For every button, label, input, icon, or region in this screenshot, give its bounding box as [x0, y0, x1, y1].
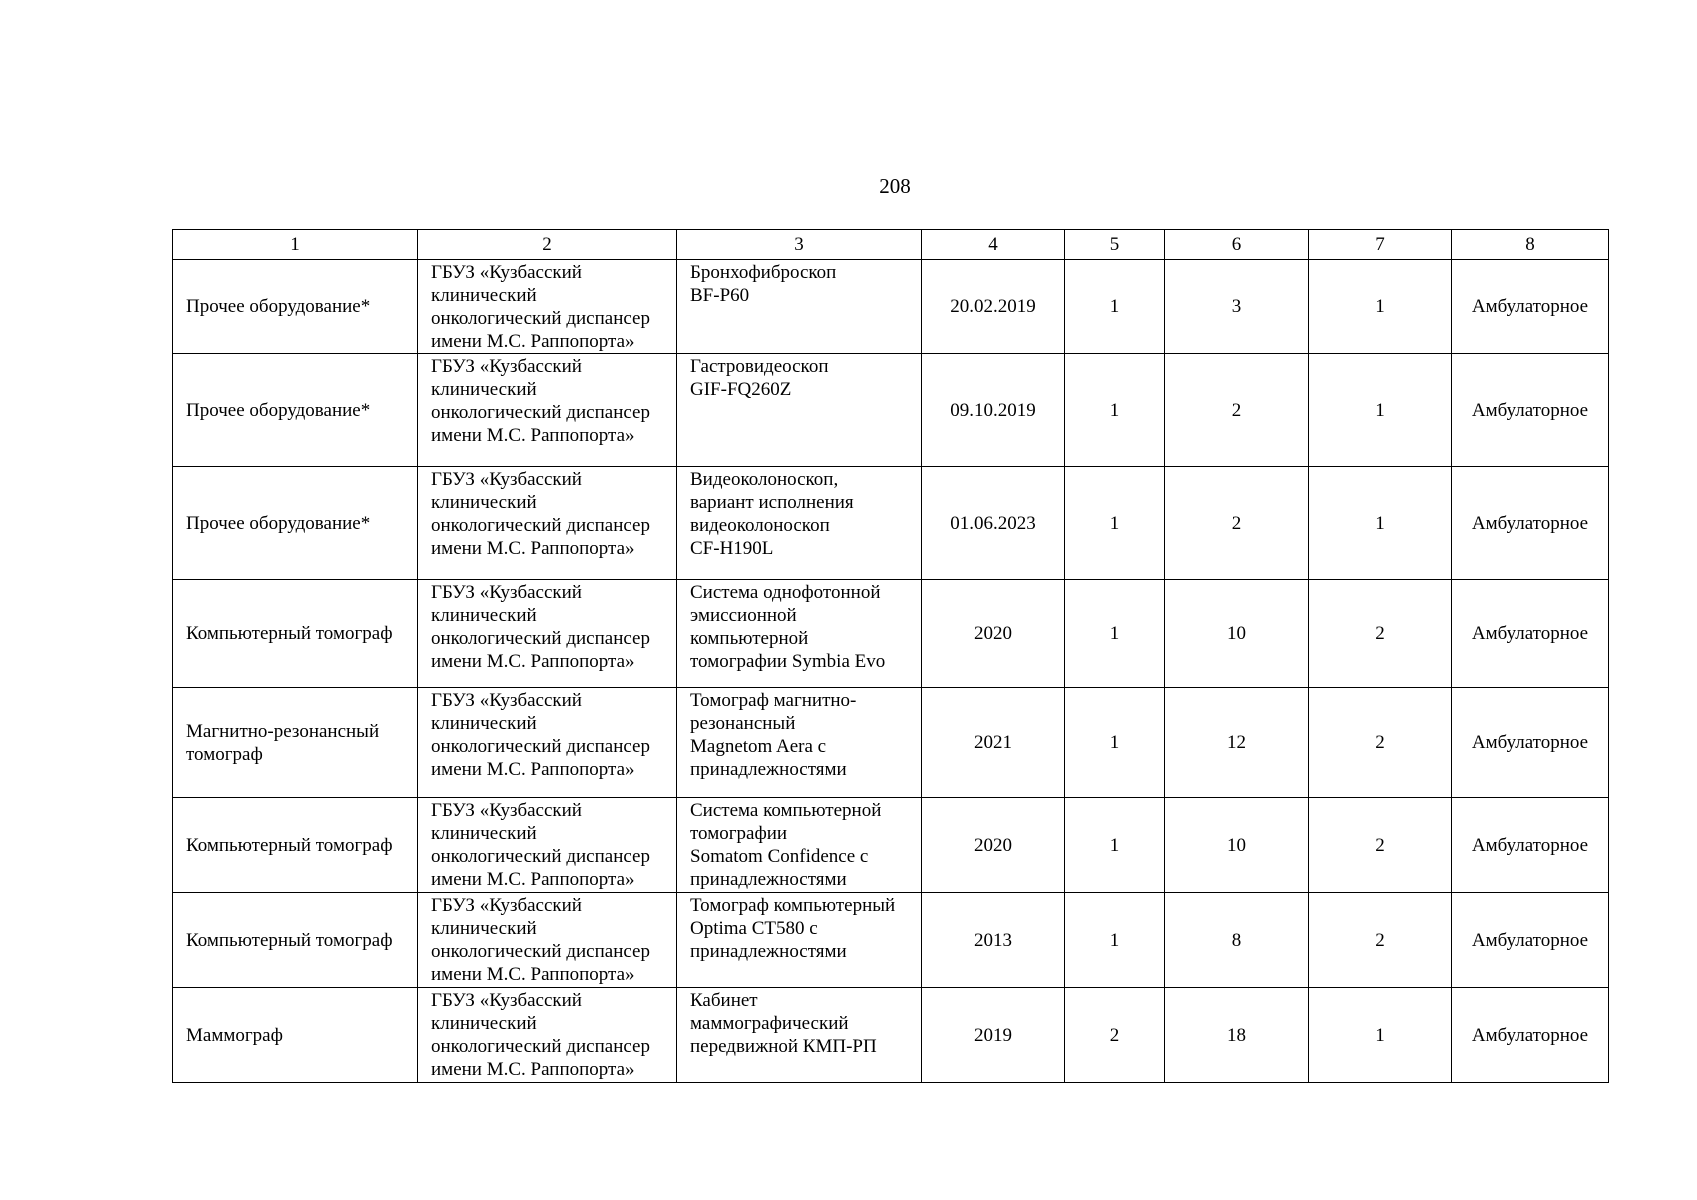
organization-cell-line: имени М.С. Раппопорта»: [431, 869, 635, 890]
device-model-cell-line: принадлежностями: [690, 759, 847, 780]
table-row: [173, 260, 1609, 354]
equipment-type-cell: Прочее оборудование*: [173, 354, 418, 467]
device-model-cell-line: эмиссионной: [690, 605, 797, 626]
device-model-cell-line: томографии: [690, 823, 788, 844]
column-number: 2: [418, 230, 677, 260]
device-model-cell-line: принадлежностями: [690, 869, 847, 890]
device-model-cell: [677, 688, 922, 798]
table-row: [173, 798, 1609, 893]
device-model-cell-line: Видеоколоноскоп,: [690, 469, 839, 490]
column-5-cell: 1: [1065, 580, 1165, 688]
column-number: 8: [1452, 230, 1609, 260]
date-cell: 2013: [922, 893, 1065, 988]
device-model-cell-line: Magnetom Aera с: [690, 736, 827, 757]
column-7-cell: 1: [1309, 354, 1452, 467]
device-model-cell-line: компьютерной: [690, 628, 809, 649]
column-6-cell: 12: [1165, 688, 1309, 798]
column-7-cell: 2: [1309, 798, 1452, 893]
date-cell: 01.06.2023: [922, 467, 1065, 580]
organization-cell-line: ГБУЗ «Кузбасский: [431, 262, 582, 283]
column-number: 4: [922, 230, 1065, 260]
device-model-cell-line: Система однофотонной: [690, 582, 881, 603]
organization-cell-line: клинический: [431, 285, 537, 306]
organization-cell-line: онкологический диспансер: [431, 515, 650, 536]
organization-cell: [418, 988, 677, 1083]
table-row: [173, 467, 1609, 580]
column-number: 1: [173, 230, 418, 260]
column-7-cell: 1: [1309, 260, 1452, 354]
device-model-cell: [677, 988, 922, 1083]
care-mode-cell: Амбулаторное: [1452, 580, 1609, 688]
column-6-cell: 2: [1165, 354, 1309, 467]
organization-cell-line: клинический: [431, 492, 537, 513]
device-model-cell-line: Томограф компьютерный: [690, 895, 896, 916]
organization-cell-line: имени М.С. Раппопорта»: [431, 538, 635, 559]
table-row: [173, 988, 1609, 1083]
column-5-cell: 1: [1065, 688, 1165, 798]
care-mode-cell: Амбулаторное: [1452, 467, 1609, 580]
care-mode-cell: Амбулаторное: [1452, 893, 1609, 988]
device-model-cell-line: BF-P60: [690, 285, 750, 306]
device-model-cell-line: Кабинет: [690, 990, 758, 1011]
equipment-type-cell: Компьютерный томограф: [173, 798, 418, 893]
column-6-cell: 10: [1165, 798, 1309, 893]
table-row: [173, 354, 1609, 467]
column-5-cell: 1: [1065, 798, 1165, 893]
device-model-cell-line: Бронхофиброскоп: [690, 262, 837, 283]
column-7-cell: 2: [1309, 688, 1452, 798]
organization-cell-line: ГБУЗ «Кузбасский: [431, 356, 582, 377]
organization-cell-line: онкологический диспансер: [431, 402, 650, 423]
device-model-cell-line: маммографический: [690, 1013, 849, 1034]
device-model-cell-line: передвижной КМП-РП: [690, 1036, 877, 1057]
column-6-cell: 2: [1165, 467, 1309, 580]
column-5-cell: 1: [1065, 467, 1165, 580]
date-cell: 2020: [922, 798, 1065, 893]
date-cell: 2020: [922, 580, 1065, 688]
organization-cell: [418, 580, 677, 688]
care-mode-cell: Амбулаторное: [1452, 354, 1609, 467]
equipment-type-cell: Компьютерный томограф: [173, 893, 418, 988]
organization-cell-line: клинический: [431, 918, 537, 939]
organization-cell-line: имени М.С. Раппопорта»: [431, 1059, 635, 1080]
table-body: [173, 230, 1609, 1083]
column-number: 7: [1309, 230, 1452, 260]
care-mode-cell: Амбулаторное: [1452, 688, 1609, 798]
organization-cell: [418, 467, 677, 580]
organization-cell-line: клинический: [431, 823, 537, 844]
column-7-cell: 1: [1309, 988, 1452, 1083]
care-mode-cell: Амбулаторное: [1452, 798, 1609, 893]
organization-cell-line: имени М.С. Раппопорта»: [431, 964, 635, 985]
date-cell: 2021: [922, 688, 1065, 798]
column-6-cell: 8: [1165, 893, 1309, 988]
device-model-cell: [677, 354, 922, 467]
organization-cell: [418, 893, 677, 988]
organization-cell-line: онкологический диспансер: [431, 308, 650, 329]
organization-cell: [418, 798, 677, 893]
table-row: [173, 580, 1609, 688]
device-model-cell-line: Томограф магнитно-: [690, 690, 857, 711]
equipment-type-cell: Прочее оборудование*: [173, 260, 418, 354]
device-model-cell: [677, 893, 922, 988]
column-6-cell: 18: [1165, 988, 1309, 1083]
column-number: 3: [677, 230, 922, 260]
device-model-cell: [677, 580, 922, 688]
device-model-cell-line: резонансный: [690, 713, 796, 734]
organization-cell: [418, 354, 677, 467]
organization-cell-line: клинический: [431, 379, 537, 400]
date-cell: 09.10.2019: [922, 354, 1065, 467]
device-model-cell-line: видеоколоноскоп: [690, 515, 830, 536]
device-model-cell-line: Система компьютерной: [690, 800, 882, 821]
date-cell: 20.02.2019: [922, 260, 1065, 354]
organization-cell-line: клинический: [431, 605, 537, 626]
organization-cell-line: имени М.С. Раппопорта»: [431, 331, 635, 352]
column-number: 5: [1065, 230, 1165, 260]
device-model-cell-line: томографии Symbia Evo: [690, 651, 886, 672]
device-model-cell-line: Гастровидеоскоп: [690, 356, 829, 377]
column-5-cell: 1: [1065, 893, 1165, 988]
care-mode-cell: Амбулаторное: [1452, 988, 1609, 1083]
column-number-row: [173, 230, 1609, 260]
organization-cell-line: имени М.С. Раппопорта»: [431, 425, 635, 446]
equipment-type-cell: Прочее оборудование*: [173, 467, 418, 580]
page-number: 208: [879, 174, 911, 198]
equipment-type-cell: Магнитно-резонансный томограф: [173, 688, 418, 798]
equipment-table: [172, 229, 1609, 1083]
organization-cell-line: имени М.С. Раппопорта»: [431, 651, 635, 672]
column-5-cell: 1: [1065, 260, 1165, 354]
organization-cell-line: онкологический диспансер: [431, 846, 650, 867]
organization-cell-line: онкологический диспансер: [431, 736, 650, 757]
organization-cell-line: онкологический диспансер: [431, 1036, 650, 1057]
organization-cell-line: ГБУЗ «Кузбасский: [431, 690, 582, 711]
organization-cell-line: ГБУЗ «Кузбасский: [431, 800, 582, 821]
table-row: [173, 688, 1609, 798]
device-model-cell-line: CF-H190L: [690, 538, 774, 559]
care-mode-cell: Амбулаторное: [1452, 260, 1609, 354]
device-model-cell: [677, 467, 922, 580]
device-model-cell: [677, 260, 922, 354]
organization-cell-line: ГБУЗ «Кузбасский: [431, 990, 582, 1011]
organization-cell-line: имени М.С. Раппопорта»: [431, 759, 635, 780]
column-7-cell: 2: [1309, 893, 1452, 988]
device-model-cell-line: Optima CT580 с: [690, 918, 818, 939]
column-7-cell: 1: [1309, 467, 1452, 580]
organization-cell-line: онкологический диспансер: [431, 941, 650, 962]
device-model-cell-line: Somatom Confidence с: [690, 846, 869, 867]
organization-cell-line: ГБУЗ «Кузбасский: [431, 895, 582, 916]
column-5-cell: 1: [1065, 354, 1165, 467]
device-model-cell: [677, 798, 922, 893]
column-number: 6: [1165, 230, 1309, 260]
equipment-type-cell: Маммограф: [173, 988, 418, 1083]
column-7-cell: 2: [1309, 580, 1452, 688]
organization-cell: [418, 260, 677, 354]
organization-cell-line: онкологический диспансер: [431, 628, 650, 649]
organization-cell-line: ГБУЗ «Кузбасский: [431, 469, 582, 490]
date-cell: 2019: [922, 988, 1065, 1083]
column-5-cell: 2: [1065, 988, 1165, 1083]
column-6-cell: 10: [1165, 580, 1309, 688]
column-6-cell: 3: [1165, 260, 1309, 354]
device-model-cell-line: принадлежностями: [690, 941, 847, 962]
organization-cell: [418, 688, 677, 798]
device-model-cell-line: вариант исполнения: [690, 492, 854, 513]
device-model-cell-line: GIF-FQ260Z: [690, 379, 792, 400]
organization-cell-line: ГБУЗ «Кузбасский: [431, 582, 582, 603]
organization-cell-line: клинический: [431, 713, 537, 734]
table-row: [173, 893, 1609, 988]
organization-cell-line: клинический: [431, 1013, 537, 1034]
equipment-type-cell: Компьютерный томограф: [173, 580, 418, 688]
